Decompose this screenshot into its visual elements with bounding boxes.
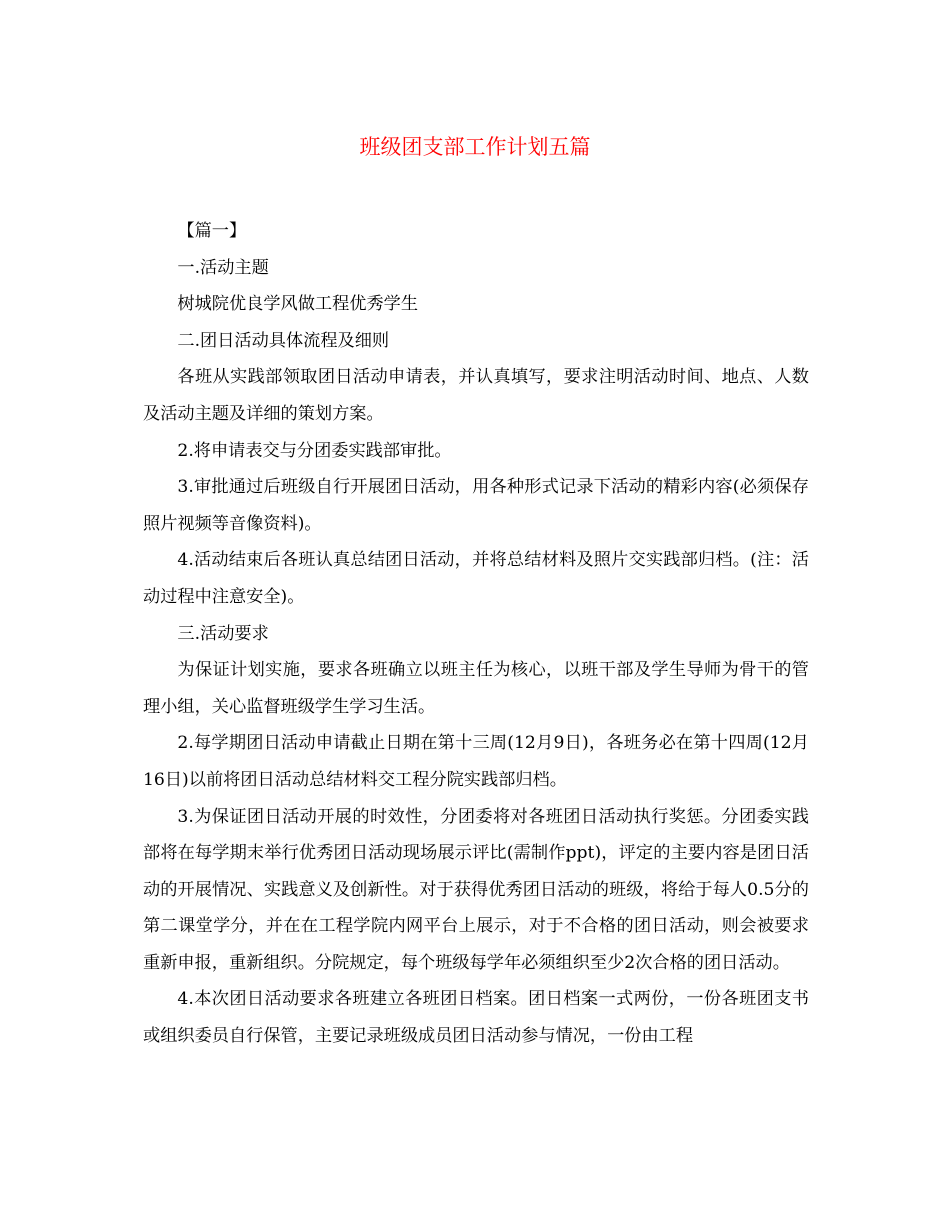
paragraph: 2.将申请表交与分团委实践部审批。	[177, 440, 452, 461]
heading-activity-theme: 一.活动主题	[177, 257, 269, 278]
document-body	[143, 213, 809, 1055]
paragraph: 4.本次团日活动要求各班建立各班团日档案。团日档案一式两份，一份各班团支书或组织委员自行保管，主要记录班级成员团日活动参与情况，一份由工程	[143, 989, 809, 1047]
paragraph: 树城院优良学风做工程优秀学生	[177, 294, 419, 315]
paragraph: 为保证计划实施，要求各班确立以班主任为核心，以班干部及学生导师为骨干的管理小组，关心监督班级学生学习生活。	[143, 660, 809, 717]
paragraph: 3.为保证团日活动开展的时效性，分团委将对各班团日活动执行奖惩。分团委实践部将在每学期末举行优秀团日活动现场展示评比(需制作ppt)，评定的主要内容是团日活动的开展情况、实践意义及创新性。对于获得优秀团日活动的班级，将给于每人0.5分的第二课堂学分，并在在工程学院内网平台上展示，对于不合格的团日活动，则会被要求重新申报，重新组织。分院规定，每个班级每学年必须组织至少2次合格的团日活动。	[143, 806, 809, 973]
heading-activity-process: 二.团日活动具体流程及细则	[177, 330, 390, 351]
paragraph: 2.每学期团日活动申请截止日期在第十三周(12月9日)，各班务必在第十四周(12月16日)以前将团日活动总结材料交工程分院实践部归档。	[143, 733, 809, 790]
document-title: 班级团支部工作计划五篇	[359, 135, 591, 159]
section-heading-part-one: 【篇一】	[177, 221, 247, 241]
paragraph: 4.活动结束后各班认真总结团日活动，并将总结材料及照片交实践部归档。(注：活动过程中注意安全)。	[143, 550, 809, 607]
heading-activity-requirements: 三.活动要求	[177, 623, 269, 644]
paragraph: 各班从实践部领取团日活动申请表，并认真填写，要求注明活动时间、地点、人数及活动主题及详细的策划方案。	[143, 367, 809, 424]
paragraph: 3.审批通过后班级自行开展团日活动，用各种形式记录下活动的精彩内容(必须保存照片视频等音像资料)。	[143, 477, 809, 534]
